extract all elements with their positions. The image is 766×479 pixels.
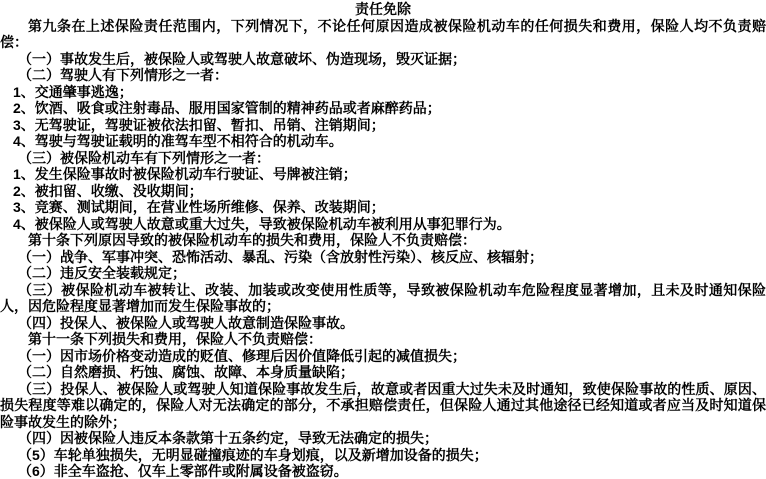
sub-item-9-3-1: 1、发生保险事故时被保险机动车行驶证、号牌被注销； <box>13 166 357 182</box>
item-10-3: （三）被保险机动车被转让、改装、加装或改变使用性质等，导致被保险机动车危险程度显著增加，且未及时通知保险人，因危险程度显著增加而发生保险事故的； <box>0 281 766 314</box>
item-11-2: （二）自然磨损、朽蚀、腐蚀、故障、本身质量缺陷； <box>18 364 354 380</box>
item-9-3: （三）被保险机动车有下列情形之一者： <box>18 149 270 166</box>
clause-11-intro: 第十一条下列损失和费用，保险人不负责赔偿： <box>28 331 322 347</box>
item-10-1: （一）战争、军事冲突、恐怖活动、暴乱、污染（含放射性污染）、核反应、核辐射； <box>18 248 543 265</box>
item-11-5: （5）车轮单独损失，无明显碰撞痕迹的车身划痕，以及新增加设备的损失； <box>18 446 488 463</box>
item-11-3: （三）投保人、被保险人或驾驶人知道保险事故发生后，故意或者因重大过失未及时通知，致使保险事故的性质、原因、损失程度等难以确定的，保险人对无法确定的部分，不承担赔偿责任，但保险人通过其他途径已经知道或者应当及时知道保险事故发生的除外； <box>0 380 766 430</box>
item-11-4: （四）因被保险人违反本条款第十五条约定，导致无法确定的损失； <box>18 430 438 446</box>
item-11-1: （一）因市场价格变动造成的贬值、修理后因价值降低引起的减值损失； <box>18 347 466 364</box>
sub-item-9-2-3: 3、无驾驶证，驾驶证被依法扣留、暂扣、吊销、注销期间； <box>13 116 385 133</box>
item-9-2: （二）驾驶人有下列情形之一者： <box>18 67 228 83</box>
item-10-4: （四）投保人、被保险人或驾驶人故意制造保险事故。 <box>18 314 354 331</box>
sub-item-9-3-2: 2、被扣留、收缴、没收期间； <box>13 182 203 199</box>
item-10-2: （二）违反安全装载规定； <box>18 265 186 281</box>
sub-item-9-3-3: 3、竞赛、测试期间，在营业性场所维修、保养、改装期间； <box>13 199 385 215</box>
sub-item-9-2-2: 2、饮酒、吸食或注射毒品、服用国家管制的精神药品或者麻醉药品； <box>13 100 441 116</box>
sub-item-9-2-4: 4、驾驶与驾驶证载明的准驾车型不相符合的机动车。 <box>13 133 343 149</box>
sub-item-9-2-1: 1、交通肇事逃逸； <box>13 83 133 100</box>
sub-item-9-3-4: 4、被保险人或驾驶人故意或重大过失，导致被保险机动车被利用从事犯罪行为。 <box>13 215 511 232</box>
clause-9-intro: 第九条在上述保险责任范围内，下列情况下，不论任何原因造成被保险机动车的任何损失和费用，保险人均不负责赔偿： <box>0 17 766 50</box>
item-9-1: （一）事故发生后，被保险人或驾驶人故意破坏、伪造现场，毁灭证据； <box>18 50 466 67</box>
clause-10-intro: 第十条下列原因导致的被保险机动车的损失和费用，保险人不负责赔偿： <box>28 232 476 248</box>
item-11-6: （6）非全车盗抢、仅车上零部件或附属设备被盗窃。 <box>18 463 348 479</box>
document-title: 责任免除 <box>355 1 411 17</box>
